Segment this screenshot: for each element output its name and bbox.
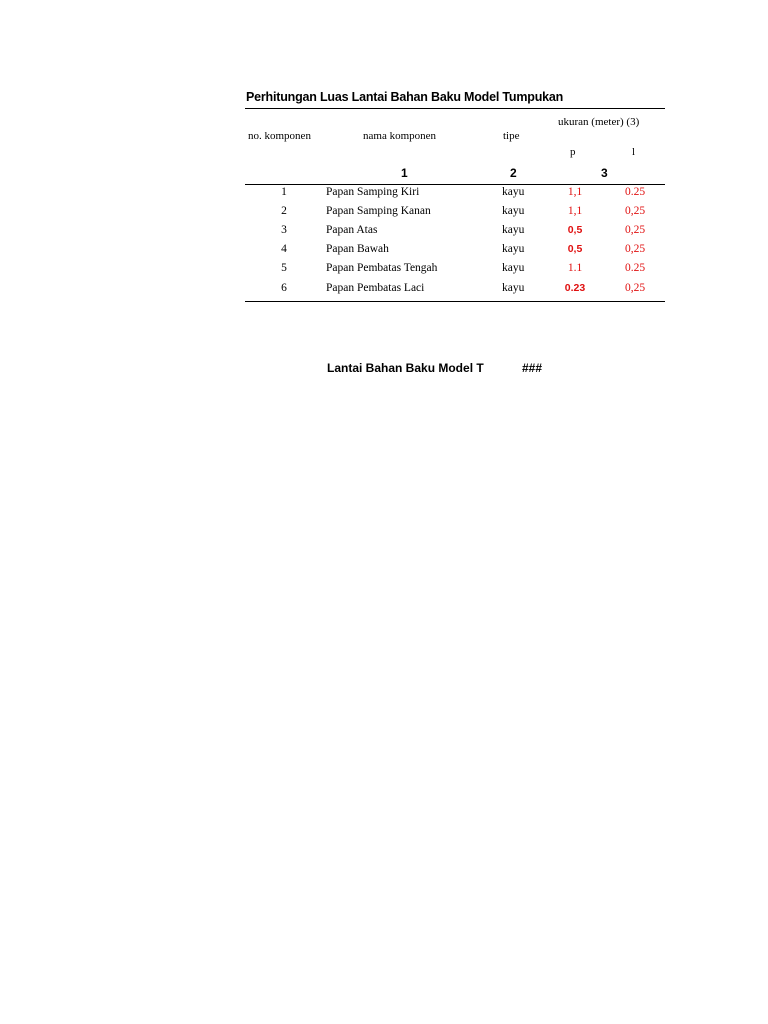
cell-nama: Papan Samping Kanan [326,205,431,217]
header-tipe: tipe [503,130,520,142]
cell-p: 0,5 [567,243,583,255]
header-rule [245,184,665,185]
summary-value: ### [522,361,543,375]
cell-nama: Papan Atas [326,224,378,236]
cell-l: 0,25 [624,205,646,217]
table-row [0,262,768,281]
cell-p: 0.23 [564,282,586,294]
cell-no: 3 [281,224,287,236]
table-row [0,224,768,243]
cell-tipe: kayu [502,186,525,198]
cell-tipe: kayu [502,224,525,236]
column-number-2: 2 [510,166,517,180]
cell-nama: Papan Samping Kiri [326,186,420,198]
cell-l: 0,25 [624,224,646,236]
cell-nama: Papan Pembatas Laci [326,282,425,294]
cell-l: 0,25 [624,243,646,255]
cell-tipe: kayu [502,205,525,217]
header-ukuran: ukuran (meter) (3) [558,116,640,128]
summary-label: Lantai Bahan Baku Model T [327,361,484,375]
table-row [0,205,768,224]
cell-p: 1,1 [567,186,583,198]
header-p: p [570,146,576,158]
cell-no: 6 [281,282,287,294]
table-row [0,282,768,301]
cell-no: 5 [281,262,287,274]
cell-p: 1,1 [567,205,583,217]
cell-l: 0,25 [624,282,646,294]
table-row [0,186,768,205]
cell-l: 0.25 [624,186,646,198]
cell-tipe: kayu [502,282,525,294]
cell-no: 2 [281,205,287,217]
column-number-1: 1 [401,166,408,180]
cell-p: 1.1 [567,262,583,274]
header-nama-komponen: nama komponen [363,130,437,142]
cell-nama: Papan Pembatas Tengah [326,262,438,274]
cell-tipe: kayu [502,262,525,274]
cell-l: 0.25 [624,262,646,274]
column-number-3: 3 [601,166,608,180]
header-l: l [632,146,636,158]
top-rule [245,108,665,109]
cell-no: 4 [281,243,287,255]
cell-tipe: kayu [502,243,525,255]
cell-nama: Papan Bawah [326,243,389,255]
table-row [0,243,768,262]
header-no-komponen: no. komponen [248,130,311,142]
cell-no: 1 [281,186,287,198]
bottom-rule [245,301,665,302]
cell-p: 0,5 [567,224,583,236]
table-title: Perhitungan Luas Lantai Bahan Baku Model Tumpukan [246,90,564,104]
